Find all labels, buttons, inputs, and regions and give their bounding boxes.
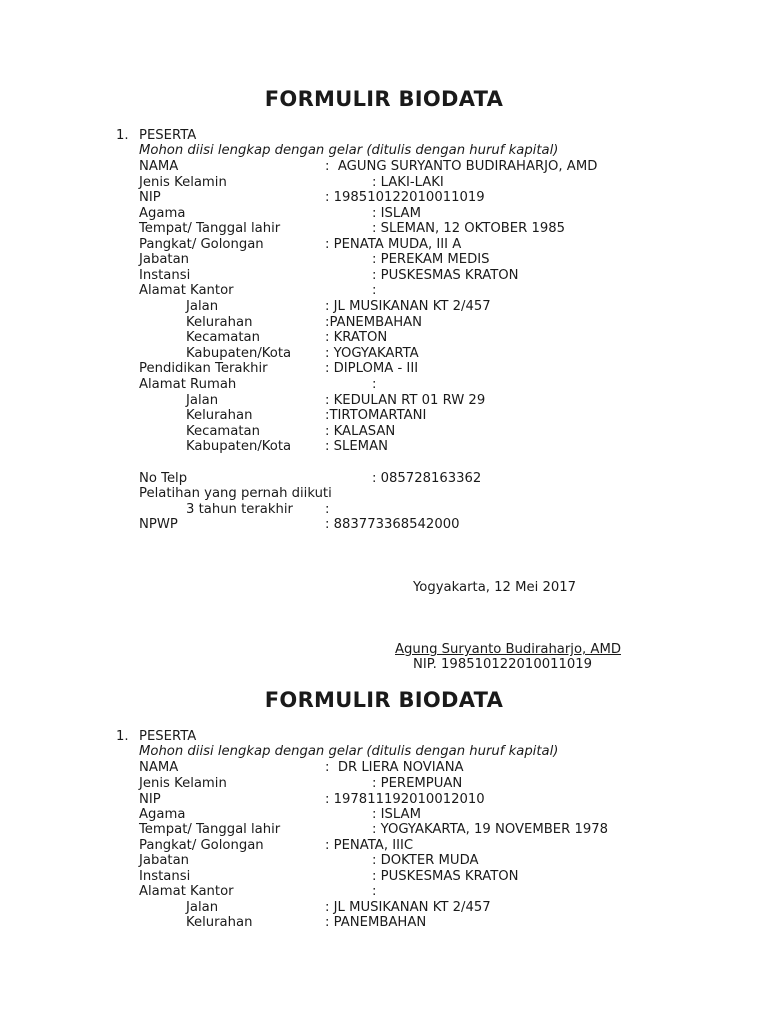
field-label-pangkat: Pangkat/ Golongan (139, 838, 264, 853)
field-value-nama: : DR LIERA NOVIANA (325, 760, 464, 775)
signature-nip: NIP. 198510122010011019 (413, 657, 593, 672)
field-label-kantor-kabupaten: Kabupaten/Kota (186, 346, 292, 361)
field-value-pelatihan-sub: : (325, 502, 330, 517)
field-value-alamat-kantor: : (372, 884, 377, 899)
field-value-pangkat: : PENATA, IIIC (325, 838, 414, 853)
field-value-kantor-kelurahan: : PANEMBAHAN (325, 915, 427, 930)
signature-place-date: Yogyakarta, 12 Mei 2017 (413, 580, 577, 595)
field-label-kantor-kelurahan: Kelurahan (186, 315, 253, 330)
field-label-pelatihan: Pelatihan yang pernah diikuti (139, 486, 332, 501)
field-value-npwp: : 883773368542000 (325, 517, 460, 532)
section-title: PESERTA (139, 729, 197, 744)
field-label-kantor-kecamatan: Kecamatan (186, 330, 260, 345)
field-label-alamat-rumah: Alamat Rumah (139, 377, 237, 392)
field-value-nip: : 197811192010012010 (325, 792, 485, 807)
field-value-kantor-kecamatan: : KRATON (325, 330, 388, 345)
field-value-nama: : AGUNG SURYANTO BUDIRAHARJO, AMD (325, 159, 598, 174)
field-label-agama: Agama (139, 206, 186, 221)
field-value-kantor-jalan: : JL MUSIKANAN KT 2/457 (325, 900, 491, 915)
field-value-instansi: : PUSKESMAS KRATON (372, 869, 519, 884)
field-label-rumah-kabupaten: Kabupaten/Kota (186, 439, 292, 454)
field-label-jabatan: Jabatan (139, 252, 190, 267)
field-label-pendidikan: Pendidikan Terakhir (139, 361, 268, 376)
field-label-alamat-kantor: Alamat Kantor (139, 283, 234, 298)
field-value-agama: : ISLAM (372, 807, 421, 822)
field-value-kantor-kabupaten: : YOGYAKARTA (325, 346, 419, 361)
field-value-jabatan: : DOKTER MUDA (372, 853, 479, 868)
form-title: FORMULIR BIODATA (264, 688, 504, 712)
field-value-no-telp: : 085728163362 (372, 471, 482, 486)
form-title: FORMULIR BIODATA (264, 87, 504, 111)
field-label-agama: Agama (139, 807, 186, 822)
field-label-jenis-kelamin: Jenis Kelamin (139, 776, 227, 791)
field-value-jabatan: : PEREKAM MEDIS (372, 252, 490, 267)
field-label-nama: NAMA (139, 159, 179, 174)
field-value-jenis-kelamin: : PEREMPUAN (372, 776, 463, 791)
field-label-instansi: Instansi (139, 268, 191, 283)
field-value-kantor-jalan: : JL MUSIKANAN KT 2/457 (325, 299, 491, 314)
field-value-rumah-kabupaten: : SLEMAN (325, 439, 388, 454)
field-label-npwp: NPWP (139, 517, 178, 532)
field-value-kantor-kelurahan: :PANEMBAHAN (325, 315, 423, 330)
field-label-rumah-jalan: Jalan (186, 393, 219, 408)
field-label-rumah-kelurahan: Kelurahan (186, 408, 253, 423)
form-instruction: Mohon diisi lengkap dengan gelar (ditulis dengan huruf kapital) (139, 143, 559, 158)
field-label-instansi: Instansi (139, 869, 191, 884)
field-value-rumah-kelurahan: :TIRTOMARTANI (325, 408, 427, 423)
field-label-pangkat: Pangkat/ Golongan (139, 237, 264, 252)
section-title: PESERTA (139, 128, 197, 143)
field-label-ttl: Tempat/ Tanggal lahir (139, 822, 281, 837)
field-value-pangkat: : PENATA MUDA, III A (325, 237, 462, 252)
field-label-jabatan: Jabatan (139, 853, 190, 868)
field-value-alamat-kantor: : (372, 283, 377, 298)
field-label-no-telp: No Telp (139, 471, 188, 486)
field-value-instansi: : PUSKESMAS KRATON (372, 268, 519, 283)
field-value-jenis-kelamin: : LAKI-LAKI (372, 175, 444, 190)
field-value-ttl: : SLEMAN, 12 OKTOBER 1985 (372, 221, 566, 236)
field-label-nip: NIP (139, 792, 161, 807)
section-number: 1. (116, 729, 129, 744)
field-label-jenis-kelamin: Jenis Kelamin (139, 175, 227, 190)
section-number: 1. (116, 128, 129, 143)
field-value-pendidikan: : DIPLOMA - III (325, 361, 419, 376)
field-value-nip: : 198510122010011019 (325, 190, 485, 205)
field-label-alamat-kantor: Alamat Kantor (139, 884, 234, 899)
field-label-pelatihan-sub: 3 tahun terakhir (186, 502, 293, 517)
field-label-nama: NAMA (139, 760, 179, 775)
field-value-rumah-jalan: : KEDULAN RT 01 RW 29 (325, 393, 486, 408)
field-value-ttl: : YOGYAKARTA, 19 NOVEMBER 1978 (372, 822, 609, 837)
field-label-kantor-jalan: Jalan (186, 900, 219, 915)
field-value-agama: : ISLAM (372, 206, 421, 221)
field-label-rumah-kecamatan: Kecamatan (186, 424, 260, 439)
form-instruction: Mohon diisi lengkap dengan gelar (ditulis dengan huruf kapital) (139, 744, 559, 759)
field-value-rumah-kecamatan: : KALASAN (325, 424, 396, 439)
field-label-kantor-jalan: Jalan (186, 299, 219, 314)
field-label-ttl: Tempat/ Tanggal lahir (139, 221, 281, 236)
field-label-nip: NIP (139, 190, 161, 205)
field-label-kantor-kelurahan: Kelurahan (186, 915, 253, 930)
signature-name: Agung Suryanto Budiraharjo, AMD (395, 642, 621, 657)
field-value-alamat-rumah: : (372, 377, 377, 392)
